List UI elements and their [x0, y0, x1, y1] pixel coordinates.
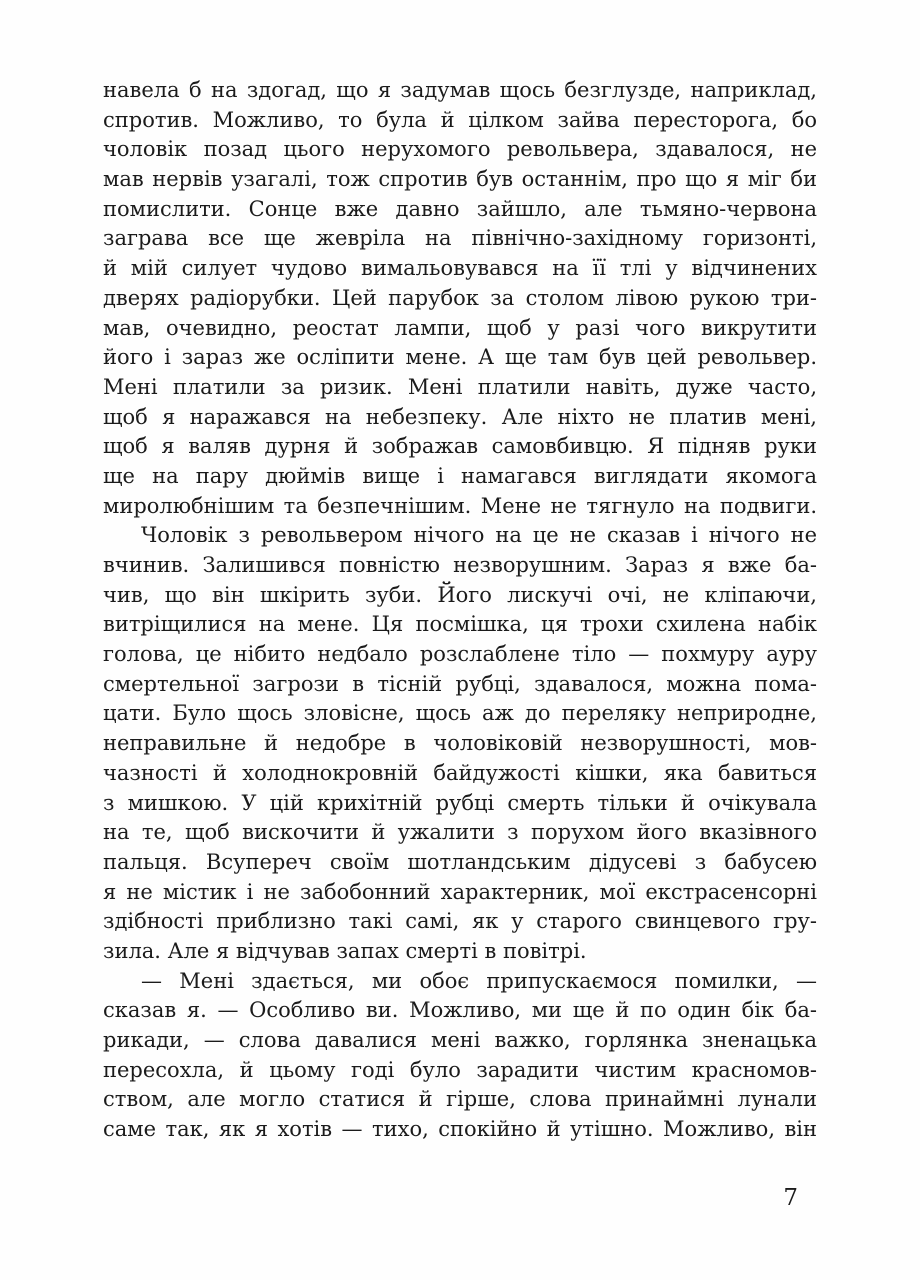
text-line: я не містик і не забобонний характерник, мої екстрасенсорні	[103, 879, 817, 904]
text-line: цати. Було щось зловісне, щось аж до переляку неприродне,	[103, 701, 817, 726]
text-line: витріщилися на мене. Ця посмішка, ця трохи схилена набік	[103, 612, 817, 637]
text-line: щоб я наражався на небезпеку. Але ніхто не платив мені,	[103, 404, 817, 429]
text-line: — Мені здається, ми обоє припускаємося помилки, —	[141, 968, 817, 993]
text-line: пересохла, й цьому годі було зарадити чистим красномов-	[103, 1057, 817, 1082]
text-line: сказав я. — Особливо ви. Можливо, ми ще й по один бік ба-	[103, 998, 817, 1023]
body-text	[103, 76, 817, 1145]
paragraph	[103, 521, 817, 966]
text-line: ще на пару дюймів вище і намагався виглядати якомога	[103, 463, 817, 488]
text-line: заграва все ще жевріла на північно-західному горизонті,	[103, 226, 817, 251]
text-line: з мишкою. У цій крихітній рубці смерть тільки й очікувала	[103, 790, 817, 815]
text-line: зила. Але я відчував запах смерті в повітрі.	[103, 938, 587, 963]
text-line: навела б на здогад, що я задумав щось безглузде, наприклад,	[103, 78, 817, 102]
text-line: смертельної загрози в тісній рубці, здавалося, можна пома-	[103, 671, 817, 696]
text-line: й мій силует чудово вимальовувався на її тлі у відчинених	[103, 256, 817, 281]
text-line: чазності й холоднокровній байдужості кішки, яка бавиться	[103, 760, 817, 785]
text-line: саме так, як я хотів — тихо, спокійно й утішно. Можливо, він	[103, 1117, 817, 1142]
text-line: миролюбнішим та безпечнішим. Мене не тягнуло на подвиги.	[103, 493, 817, 518]
text-line: пальця. Всупереч своїм шотландським дідусеві з бабусею	[103, 849, 817, 874]
text-line: рикади, — слова давалися мені важко, горлянка зненацька	[103, 1028, 817, 1052]
text-line: вчинив. Залишився повністю незворушним. Зараз я вже ба-	[103, 553, 817, 577]
text-line: голова, це нібито недбало розслаблене тіло — похмуру ауру	[103, 642, 817, 667]
text-line: Чоловік з револьвером нічого на це не сказав і нічого не	[141, 523, 817, 548]
text-line: помислити. Сонце вже давно зайшло, але тьмяно-червона	[103, 196, 817, 221]
text-line: його і зараз же осліпити мене. А ще там був цей револьвер.	[103, 345, 817, 370]
text-line: здібності приблизно такі самі, як у старого свинцевого гру-	[103, 909, 817, 934]
text-line: чив, що він шкірить зуби. Його лискучі очі, не кліпаючи,	[103, 582, 817, 607]
text-line: спротив. Можливо, то була й цілком зайва пересторога, бо	[103, 107, 817, 132]
text-line: неправильне й недобре в чоловіковій незворушності, мов-	[103, 731, 817, 756]
page-number: 7	[783, 1185, 798, 1211]
text-line: мав нервів узагалі, тож спротив був останнім, про що я міг би	[103, 167, 817, 192]
text-line: мав, очевидно, реостат лампи, щоб у разі чого викрутити	[103, 315, 817, 340]
text-line: чоловік позад цього нерухомого револьвера, здавалося, не	[103, 137, 817, 162]
text-line: ством, але могло статися й гірше, слова принаймні лунали	[103, 1087, 817, 1112]
text-line: щоб я валяв дурня й зображав самовбивцю. Я підняв руки	[103, 434, 817, 459]
text-line: дверях радіорубки. Цей парубок за столом лівою рукою три-	[103, 285, 817, 310]
paragraph	[103, 967, 817, 1145]
text-line: Мені платили за ризик. Мені платили навіть, дуже часто,	[103, 374, 817, 399]
text-line: на те, щоб вискочити й ужалити з порухом його вказівного	[103, 820, 817, 845]
paragraph	[103, 76, 817, 521]
